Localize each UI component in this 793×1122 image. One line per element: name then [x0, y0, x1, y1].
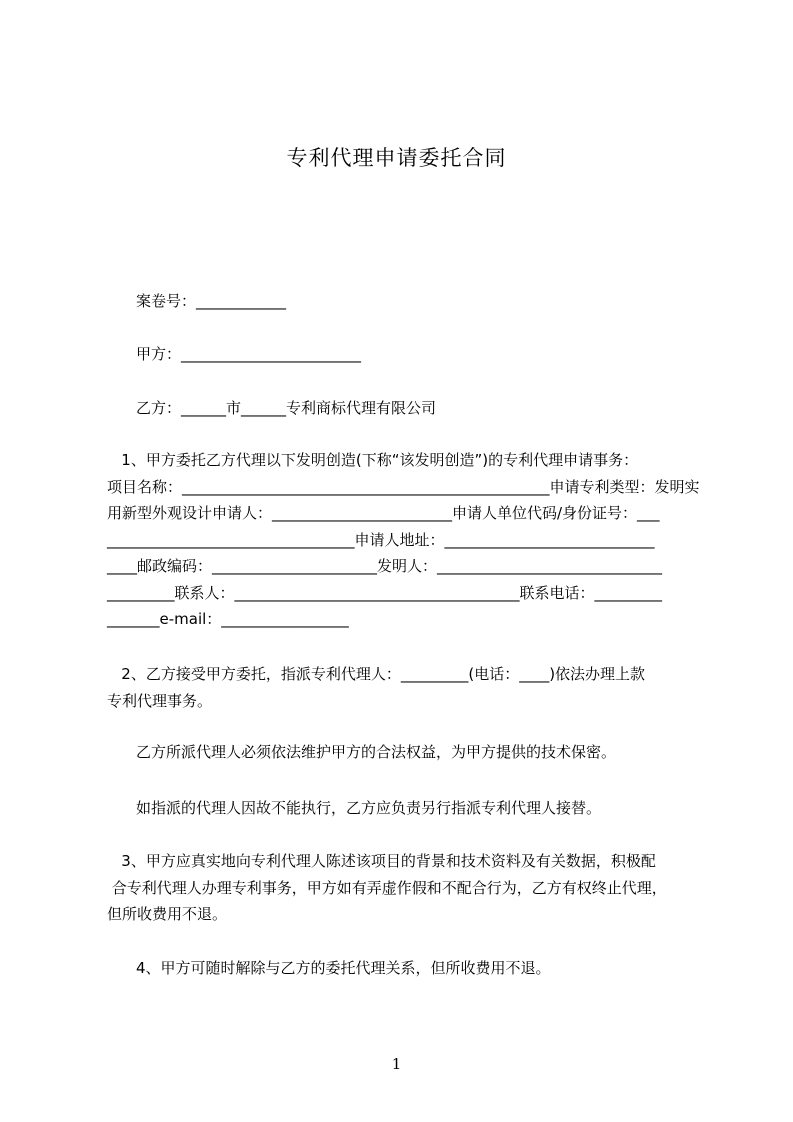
party-a-line: 甲方：________________________: [136, 345, 362, 363]
clause-1-line: _______e-mail：_________________: [107, 610, 349, 628]
clause-4-line: 4、甲方可随时解除与乙方的委托代理关系，但所收费用不退。: [136, 959, 551, 977]
clause-2-note-confidentiality: [136, 739, 732, 766]
clause-1-line: _________联系人：______________________________________联系电话：_________: [107, 583, 663, 602]
page-number: 1: [391, 1055, 402, 1073]
clause-2-line: 2、乙方接受甲方委托，指派专利代理人：_________(电话：____)依法办理上款: [107, 665, 646, 683]
case-number-line: 案卷号：____________: [136, 292, 287, 310]
clause-1-line: _________________________________申请人地址：____________________________: [107, 530, 655, 549]
clause-2-note-replacement: [136, 795, 732, 822]
clause-2: [107, 661, 703, 714]
clause-4: [136, 955, 732, 982]
party-b-line: 乙方：______市______专利商标代理有限公司: [136, 399, 437, 417]
clause-3-line: 3、甲方应真实地向专利代理人陈述该项目的背景和技术资料及有关数据，积极配: [107, 852, 656, 870]
clause-2-note-line: 乙方所派代理人必须依法维护甲方的合法权益，为甲方提供的技术保密。: [136, 743, 617, 761]
clause-2-line: 专利代理事务。: [107, 691, 213, 710]
clause-3-line: 合专利代理人办理专利事务，甲方如有弄虚作假和不配合行为，乙方有权终止代理，: [107, 878, 667, 897]
clause-1: [107, 447, 703, 633]
clause-1-line: 用新型外观设计申请人：________________________申请人单位代码/身份证号：___: [107, 504, 660, 522]
clause-1-line: 1、甲方委托乙方代理以下发明创造(下称“该发明创造”)的专利代理申请事务：: [107, 451, 639, 469]
clause-3: [107, 848, 703, 928]
clause-1-line: 项目名称：_________________________________________________申请专利类型：发明实: [107, 477, 700, 496]
clause-1-line: ____邮政编码：______________________发明人：______________________________: [107, 557, 663, 575]
document-title: 专利代理申请委托合同: [286, 146, 507, 170]
clause-2-note-line: 如指派的代理人因故不能执行，乙方应负责另行指派专利代理人接替。: [136, 799, 602, 817]
clause-3-line: 但所收费用不退。: [107, 905, 228, 923]
